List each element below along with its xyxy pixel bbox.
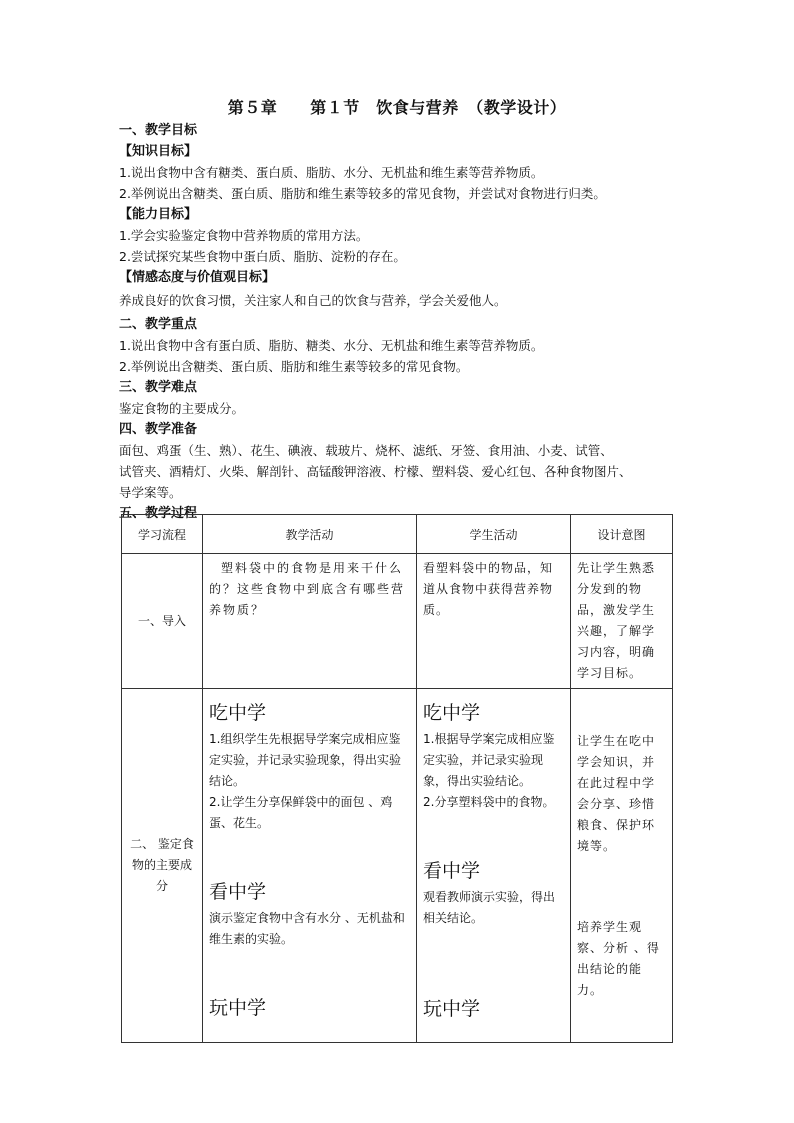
- subheading-eat-learn: 吃中学: [209, 702, 267, 724]
- teacher-activity-text: 塑料袋中的食物是用来干什么的？这些食物中到底含有哪些营养物质？: [209, 561, 406, 617]
- table-row: [122, 689, 673, 1043]
- teacher-activity-text: 演示鉴定食物中含有水分 、无机盐和维生素的实验。: [209, 911, 405, 946]
- page-title: 第５章 第１节 饮食与营养 （教学设计）: [227, 98, 567, 117]
- design-intent-cell: [571, 689, 673, 1043]
- student-activity-text: 看塑料袋中的物品，知道从食物中获得营养物质。: [423, 561, 554, 617]
- header-teacher-activity: 教学活动: [203, 515, 417, 554]
- teacher-activity-text: 1.组织学生先根据导学案完成相应鉴定实验，并记录实验现象，得出实验结论。: [209, 732, 402, 788]
- prep-line: 面包、鸡蛋（生、熟）、花生、碘液、载玻片、烧杯、滤纸、牙签、食用油、小麦、试管、: [119, 443, 613, 458]
- subheading-play-learn: 玩中学: [209, 997, 267, 1019]
- subheading-watch-learn: 看中学: [209, 881, 267, 903]
- spacer: [577, 693, 666, 731]
- prep-line: 试管夹、酒精灯、火柴、解剖针、高锰酸钾溶液、柠檬、塑料袋、爱心红包、各种食物图片、: [119, 464, 632, 479]
- knowledge-item: 2.举例说出含糖类、蛋白质、脂肪和维生素等较多的常见食物，并尝试对食物进行归类。: [119, 186, 606, 201]
- key-item: 1.说出食物中含有蛋白质、脂肪、糖类、水分、无机盐和维生素等营养物质。: [119, 338, 544, 353]
- goals-heading: 一、教学目标: [119, 123, 198, 138]
- teacher-activity-cell: [203, 554, 417, 689]
- subheading-watch-learn: 看中学: [423, 860, 481, 882]
- process-heading: 五、教学过程: [119, 506, 198, 521]
- knowledge-item: 1.说出食物中含有糖类、蛋白质、脂肪、水分、无机盐和维生素等营养物质。: [119, 165, 544, 180]
- key-item: 2.举例说出含糖类、蛋白质、脂肪和维生素等较多的常见食物。: [119, 359, 469, 374]
- student-activity-cell: [417, 554, 571, 689]
- spacer: [577, 857, 666, 917]
- spacer: [423, 813, 564, 851]
- header-flow: 学习流程: [122, 515, 203, 554]
- student-activity-text: 1.根据导学案完成相应鉴定实验，并记录实验现象，得出实验结论。: [423, 732, 555, 788]
- student-activity-text: 观看教师演示实验，得出相关结论。: [423, 890, 556, 925]
- header-student-activity: 学生活动: [417, 515, 571, 554]
- spacer: [423, 929, 564, 989]
- ability-heading: 【能力目标】: [119, 207, 198, 222]
- difficulty-text: 鉴定食物的主要成分。: [119, 401, 245, 416]
- prep-line: 导学案等。: [119, 485, 182, 500]
- difficulty-heading: 三、教学难点: [119, 380, 198, 395]
- student-activity-cell: [417, 689, 571, 1043]
- teacher-activity-text: 2.让学生分享保鲜袋中的面包 、鸡蛋、花生。: [209, 795, 393, 830]
- lesson-outline: [119, 120, 679, 524]
- stage-cell: [122, 689, 203, 1043]
- teacher-activity-cell: [203, 689, 417, 1043]
- spacer: [209, 834, 410, 872]
- prep-heading: 四、教学准备: [119, 422, 198, 437]
- design-intent-text: 培养学生观察、分析 、得出结论的能力。: [577, 920, 660, 997]
- stage-text: 二、 鉴定食物的主要成分: [130, 837, 194, 893]
- table-row: [122, 554, 673, 689]
- key-heading: 二、教学重点: [119, 317, 198, 332]
- teaching-process-table: [121, 514, 673, 1043]
- design-intent-cell: [571, 554, 673, 689]
- table-header-row: [122, 515, 673, 554]
- emotion-heading: 【情感态度与价值观目标】: [119, 270, 276, 285]
- design-intent-text: 先让学生熟悉分发到的物品，激发学生兴趣，了解学习内容，明确学习目标。: [577, 561, 656, 680]
- spacer: [209, 950, 410, 988]
- subheading-play-learn: 玩中学: [423, 998, 481, 1020]
- student-activity-text: 2.分享塑料袋中的食物。: [423, 795, 555, 809]
- knowledge-heading: 【知识目标】: [119, 144, 198, 159]
- design-intent-text: 让学生在吃中学会知识，并在此过程中学会分享、珍惜粮食、保护环境等。: [577, 734, 656, 853]
- ability-item: 2.尝试探究某些食物中蛋白质、脂肪、淀粉的存在。: [119, 249, 406, 264]
- stage-cell: 一、导入: [122, 554, 203, 689]
- header-design-intent: 设计意图: [571, 515, 673, 554]
- ability-item: 1.学会实验鉴定食物中营养物质的常用方法。: [119, 228, 369, 243]
- emotion-text: 养成良好的饮食习惯，关注家人和自己的饮食与营养，学会关爱他人。: [119, 293, 507, 308]
- subheading-eat-learn: 吃中学: [423, 702, 481, 724]
